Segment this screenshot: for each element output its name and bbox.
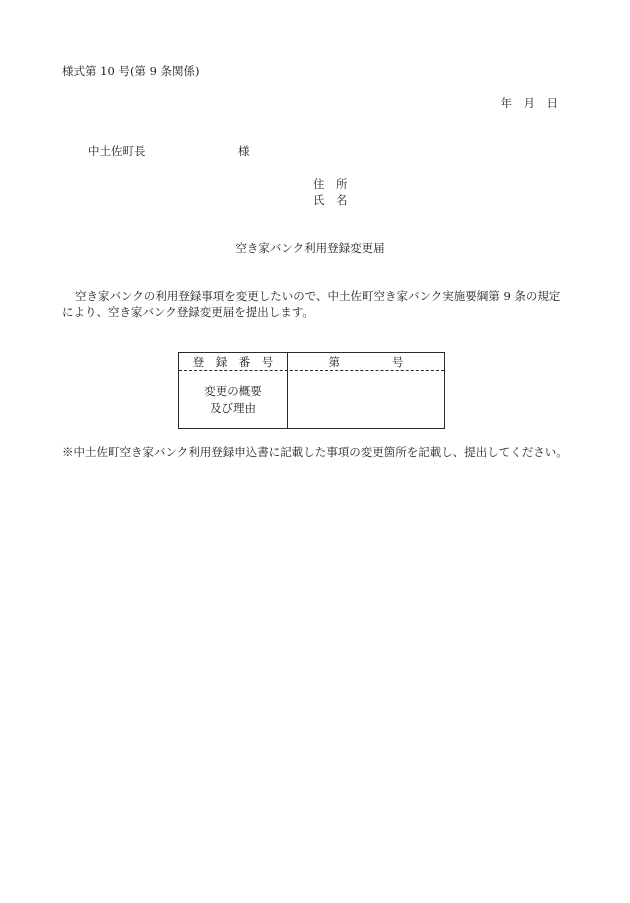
change-summary-label-line: 及び理由 [210,400,256,415]
registration-number-field [288,353,444,370]
change-summary-field [288,371,444,428]
registration-number-suffix: 号 [392,354,404,369]
date-line: 年 月 日 [500,96,558,110]
form-number: 様式第 10 号(第 9 条関係) [62,64,200,78]
addressee-name: 中土佐町長 [88,144,146,158]
registration-number-label: 登 録 番 号 [192,354,274,369]
registration-number-prefix: 第 [328,354,340,369]
document-title: 空き家バンク利用登録変更届 [235,241,385,255]
change-summary-label [179,371,287,428]
instruction-note: ※中土佐町空き家バンク利用登録申込書に記載した事項の変更箇所を記載し、提出してください。 [62,445,568,459]
applicant-name-label: 氏 名 [313,193,348,207]
body-text-line: 空き家バンクの利用登録事項を変更したいので、中土佐町空き家バンク実施要綱第 9 条の規定 [75,289,561,303]
change-summary-label-line: 変更の概要 [204,383,262,398]
addressee-honorific: 様 [238,144,250,158]
body-text-line: により、空き家バンク登録変更届を提出します。 [62,305,314,319]
applicant-address-label: 住 所 [313,177,348,191]
registration-change-table [178,352,445,429]
